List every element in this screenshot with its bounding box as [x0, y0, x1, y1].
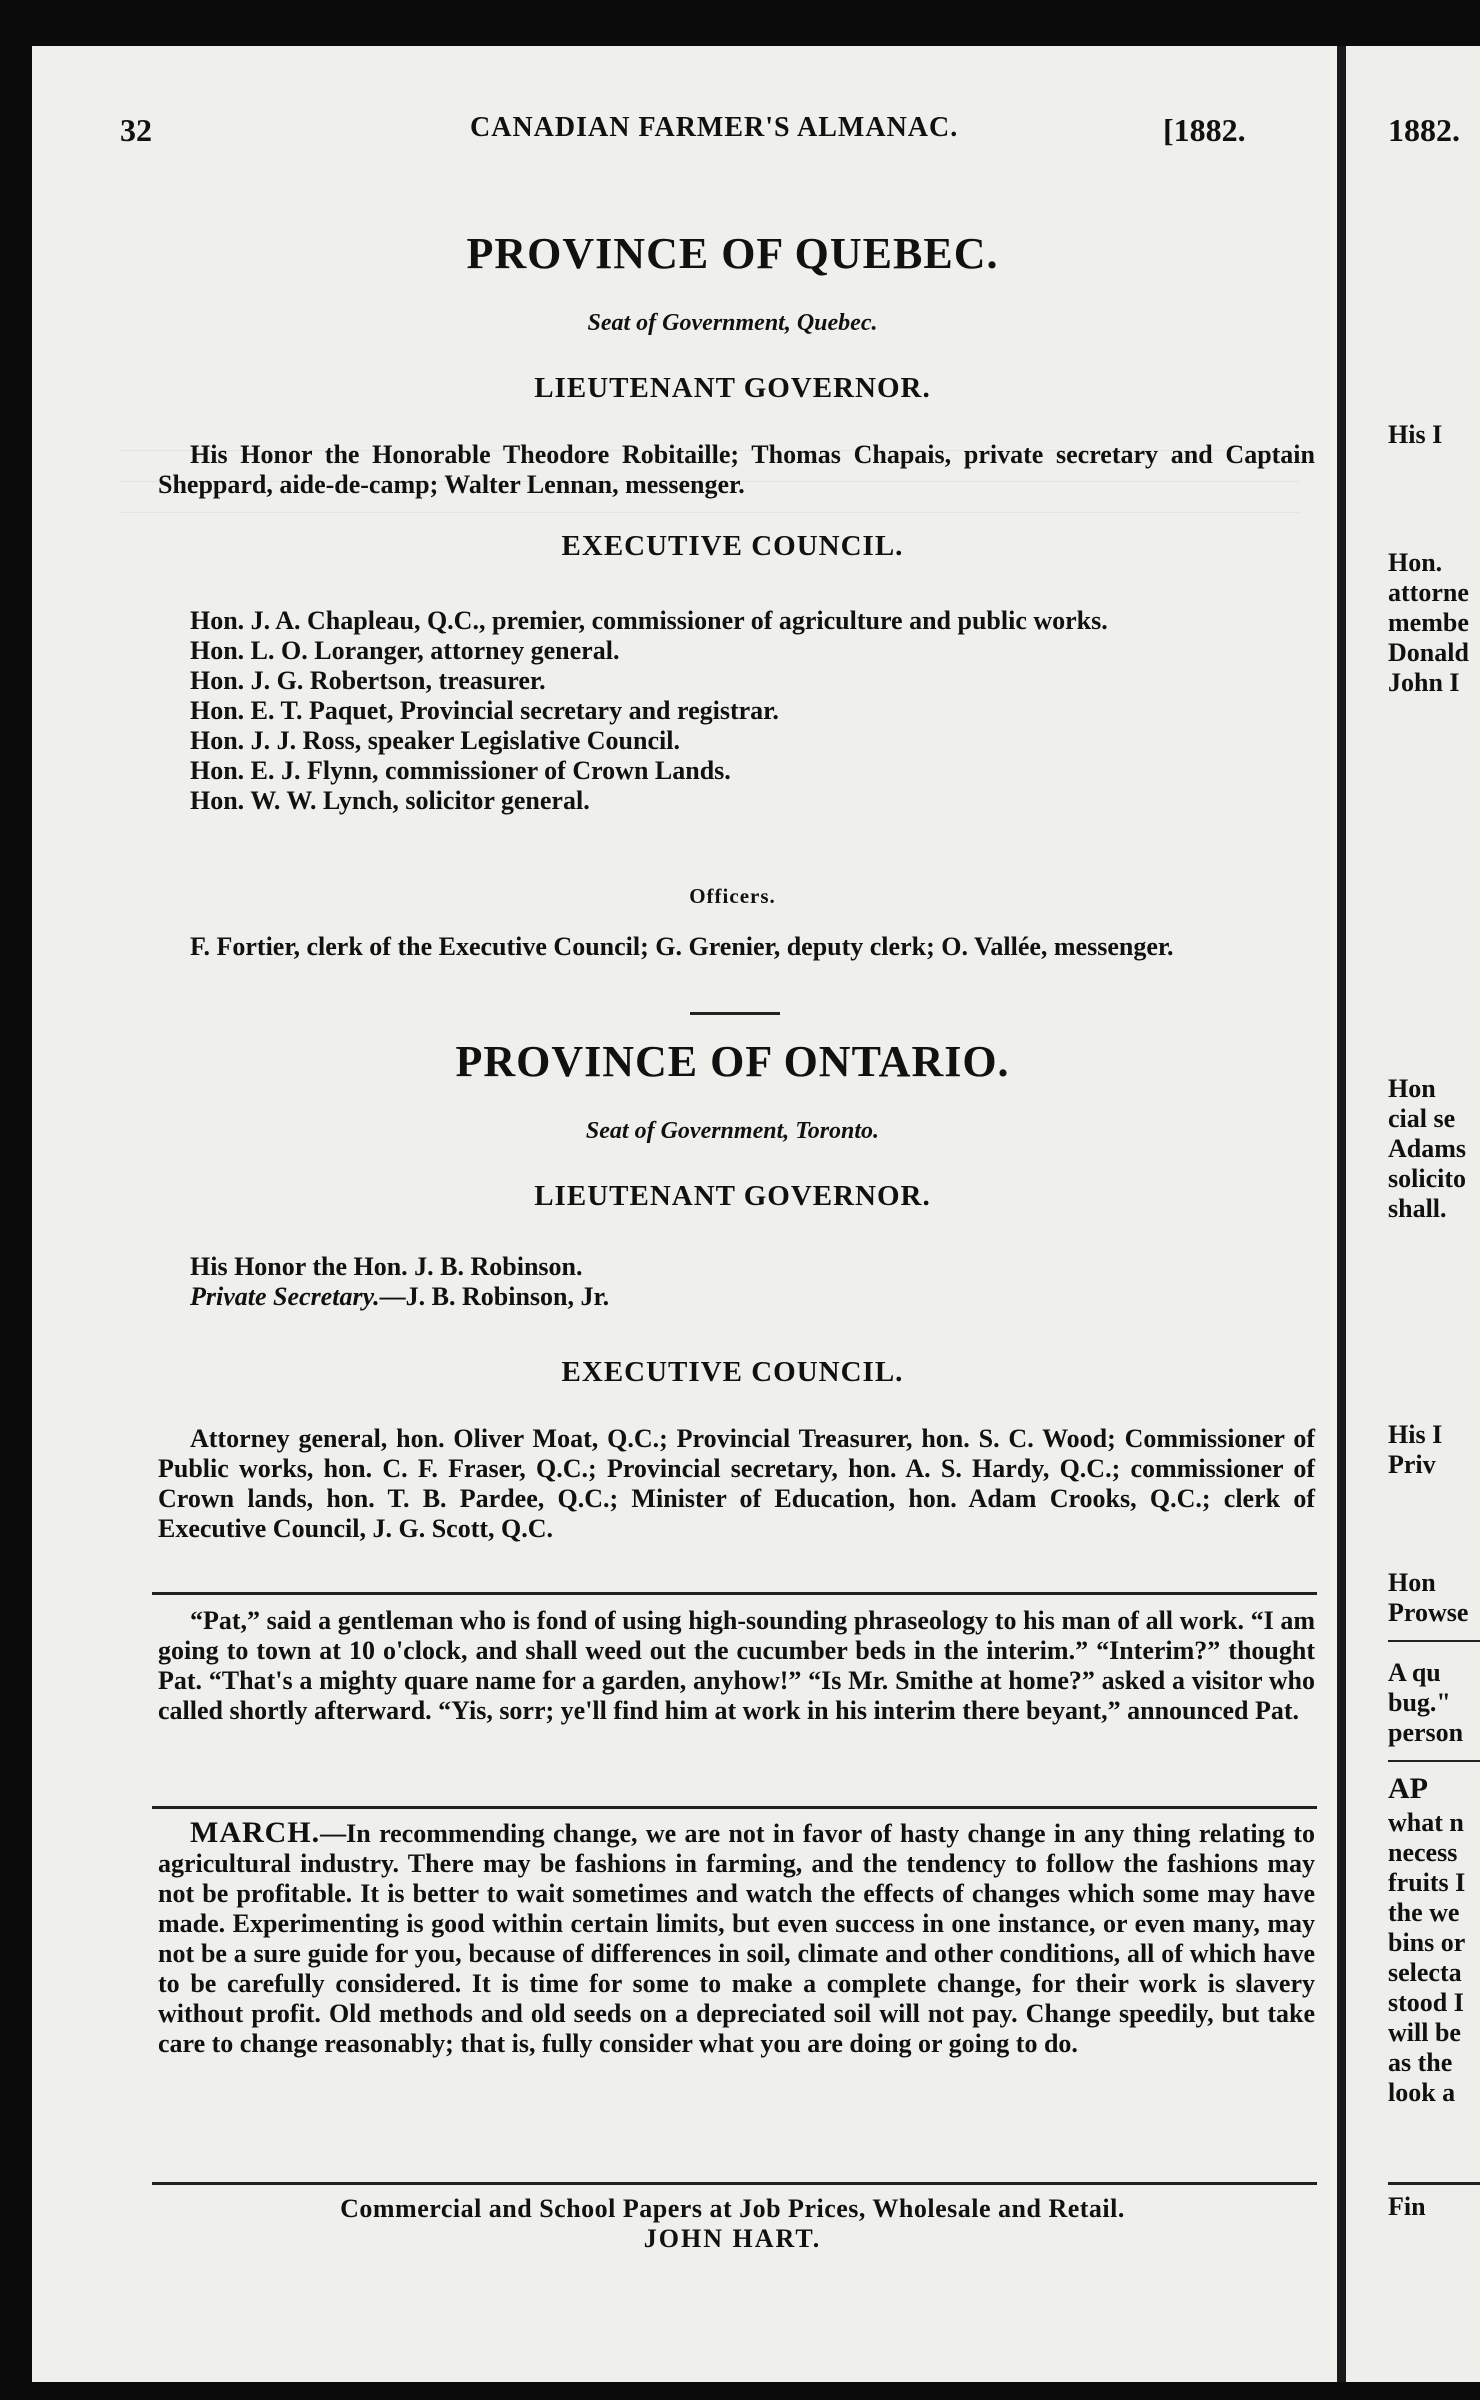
secretary-label: Private Secretary. — [190, 1282, 380, 1311]
rule-line — [152, 1592, 1317, 1595]
anecdote-text: “Pat,” said a gentleman who is fond of using high-sounding phraseology to his man of all work. “I am going to town at 10 o'clock, and shall weed out the cucumber beds in the interim.” “Interim?” thought Pat. “That's a mighty quare name for a garden, anyhow!” “Is Mr. Smithe at home?” asked a visitor who called shortly afterward. “Yis, sorr; ye'll find him at work in his interim there beyant,” announced Pat. — [158, 1606, 1315, 1725]
quebec-seat: Seat of Government, Quebec. — [587, 310, 878, 336]
right-fragment: Prowse — [1388, 1598, 1469, 1627]
quebec-lg-text: His Honor the Honorable Theodore Robitaille; Thomas Chapais, private secretary and Captain Sheppard, aide-de-camp; Walter Lennan, messenger. — [158, 440, 1315, 499]
right-fragment: as the — [1388, 2048, 1453, 2077]
rule-line — [152, 2182, 1317, 2185]
right-fragment: stood I — [1388, 1988, 1464, 2017]
quebec-title: PROVINCE OF QUEBEC. — [466, 229, 999, 278]
right-page-year: 1882. — [1388, 112, 1460, 148]
ontario-seat: Seat of Government, Toronto. — [585, 1118, 880, 1144]
quebec-officers-heading: Officers. — [689, 884, 776, 908]
quebec-ec-list — [158, 606, 1318, 816]
right-fragment: cial se — [1388, 1104, 1456, 1133]
right-fragment: John I — [1388, 668, 1460, 697]
ontario-ec-text: Attorney general, hon. Oliver Moat, Q.C.; Provincial Treasurer, hon. S. C. Wood; Commissioner of Public works, hon. C. F. Fraser, Q.C.; Provincial secretary, hon. A. S. Hardy, Q.C.; commissioner of Crown lands, hon. T. B. Pardee, Q.C.; Minister of Education, hon. Adam Crooks, Q.C.; clerk of Executive Council, J. G. Scott, Q.C. — [158, 1424, 1315, 1543]
right-fragment: look a — [1388, 2078, 1456, 2107]
ontario-ec-heading: EXECUTIVE COUNCIL. — [561, 1356, 904, 1388]
right-fragment: the we — [1388, 1898, 1460, 1927]
right-fragment: shall. — [1388, 1194, 1447, 1223]
right-fragment: fruits I — [1388, 1868, 1466, 1897]
right-fragment: bug." — [1388, 1688, 1451, 1717]
right-rule-line — [1388, 1760, 1480, 1762]
right-fragment: person — [1388, 1718, 1464, 1747]
list-item: Hon. J. G. Robertson, treasurer. — [190, 666, 546, 695]
right-fragment: Hon — [1388, 1074, 1436, 1103]
advert-line-1: Commercial and School Papers at Job Prices, Wholesale and Retail. — [340, 2194, 1125, 2223]
running-year: [1882. — [1163, 112, 1246, 148]
right-fragment: Adams — [1388, 1134, 1467, 1163]
quebec-lg-heading: LIEUTENANT GOVERNOR. — [534, 372, 931, 404]
march-lead: MARCH. — [190, 1816, 321, 1849]
right-fragment: Fin — [1388, 2192, 1426, 2221]
list-item: Hon. W. W. Lynch, solicitor general. — [190, 786, 590, 815]
right-fragment: attorne — [1388, 578, 1469, 607]
ontario-title: PROVINCE OF ONTARIO. — [455, 1037, 1010, 1086]
page-gutter — [1337, 46, 1346, 2382]
right-fragment: membe — [1388, 608, 1469, 637]
right-fragment: what n — [1388, 1808, 1464, 1837]
right-fragment: His I — [1388, 420, 1443, 449]
page-number: 32 — [120, 112, 152, 148]
right-fragment: Priv — [1388, 1450, 1436, 1479]
ontario-lg-line: His Honor the Hon. J. B. Robinson. — [190, 1252, 583, 1281]
list-item: Hon. E. T. Paquet, Provincial secretary and registrar. — [190, 696, 779, 725]
right-fragment: Hon. — [1388, 548, 1443, 577]
right-fragment: His I — [1388, 1420, 1443, 1449]
quebec-officers-text: F. Fortier, clerk of the Executive Council; G. Grenier, deputy clerk; O. Vallée, messenger. — [190, 932, 1174, 961]
running-title: CANADIAN FARMER'S ALMANAC. — [470, 112, 959, 143]
quebec-ec-heading: EXECUTIVE COUNCIL. — [561, 530, 904, 562]
secretary-value: —J. B. Robinson, Jr. — [379, 1282, 610, 1311]
list-item: Hon. E. J. Flynn, commissioner of Crown Lands. — [190, 756, 731, 785]
ontario-lg-lines — [158, 1252, 1318, 1312]
right-fragment: selecta — [1388, 1958, 1462, 1987]
right-fragment: bins or — [1388, 1928, 1466, 1957]
march-text: —In recommending change, we are not in favor of hasty change in any thing relating to agricultural industry. There may be fashions in farming, and the tendency to follow the fashions may not be profitable. It is better to wait sometimes and watch the effects of changes which some may have made. Experimenting is good within certain limits, but even success in one instance, or even many, may not be a sure guide for you, because of differences in soil, climate and other conditions, all of which have to be carefully considered. It is time for some to make a complete change, for their work is slavery without profit. Old methods and old seeds on a depreciated soil will not pay. Change speedily, but take care to change reasonably; that is, fully consider what you are doing or going to do. — [158, 1819, 1315, 2058]
rule-line — [152, 1806, 1317, 1809]
right-fragment: A qu — [1388, 1658, 1441, 1687]
right-fragment: Donald — [1388, 638, 1469, 667]
quebec-ec-premier: Hon. J. A. Chapleau, Q.C., premier, commissioner of agriculture and public works. — [190, 606, 1108, 635]
ontario-secretary-line — [158, 1282, 1318, 1312]
advert-line-2: JOHN HART. — [643, 2224, 822, 2253]
right-fragment: AP — [1388, 1772, 1428, 1805]
right-fragment: will be — [1388, 2018, 1461, 2047]
right-rule-line — [1388, 1640, 1480, 1642]
right-fragment: solicito — [1388, 1164, 1466, 1193]
ontario-lg-heading: LIEUTENANT GOVERNOR. — [534, 1180, 931, 1212]
right-fragment: necess — [1388, 1838, 1458, 1867]
right-fragment: Hon — [1388, 1568, 1436, 1597]
list-item: Hon. J. J. Ross, speaker Legislative Council. — [190, 726, 680, 755]
right-rule-line — [1388, 2182, 1480, 2185]
section-divider — [690, 1012, 780, 1015]
march-paragraph — [158, 1818, 1315, 2059]
list-item: Hon. L. O. Loranger, attorney general. — [190, 636, 620, 665]
